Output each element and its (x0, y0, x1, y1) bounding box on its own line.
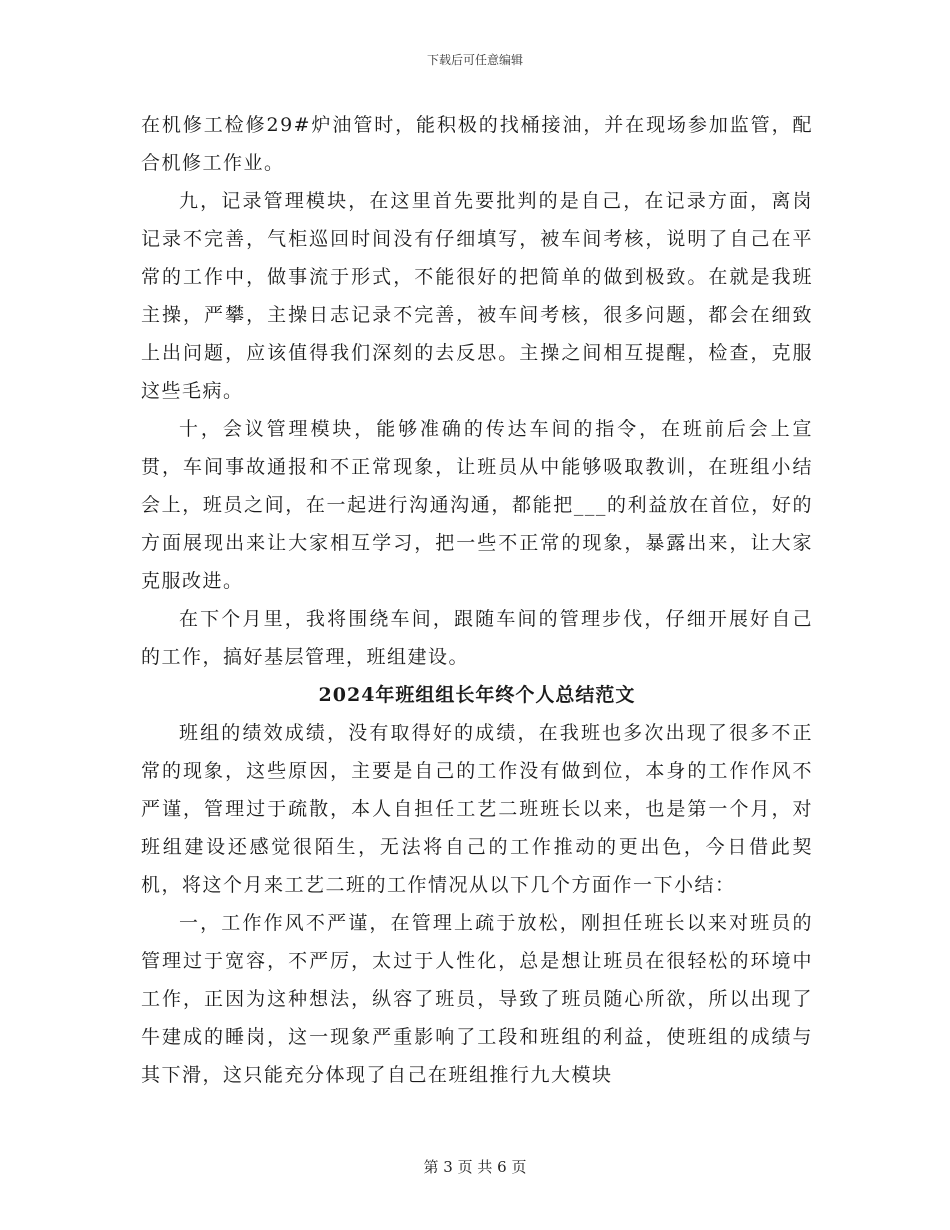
document-body (141, 106, 813, 1094)
page-number: 第 3 页 共 6 页 (423, 1158, 527, 1176)
page-header: 下载后可任意编辑 (426, 53, 523, 67)
paragraph-work-style: 一，工作作风不严谨，在管理上疏于放松，刚担任班长以来对班员的管理过于宽容，不严厉，太过于人性化，总是想让班员在很轻松的环境中工作，正因为这种想法，纵容了班员，导致了班员随心所欲，所以出现了牛建成的睡岗，这一现象严重影响了工段和班组的利益，使班组的成绩与其下滑，这只能充分体现了自己在班组推行九大模块 (141, 912, 813, 1086)
paragraph-next-month-plan: 在下个月里，我将围绕车间，跟随车间的管理步伐，仔细开展好自己的工作，搞好基层管理，班组建设。 (141, 608, 813, 668)
paragraph-continued: 在机修工检修29#炉油管时，能积极的找桶接油，并在现场参加监管，配合机修工作业。 (141, 114, 813, 174)
paragraph-intro: 班组的绩效成绩，没有取得好的成绩，在我班也多次出现了很多不正常的现象，这些原因，主要是自己的工作没有做到位，本身的工作作风不严谨，管理过于疏散，本人自担任工艺二班班长以来，也是第一个月，对班组建设还感觉很陌生，无法将自己的工作推动的更出色，今日借此契机，将这个月来工艺二班的工作情况从以下几个方面作一下小结： (141, 722, 813, 896)
paragraph-record-management: 九，记录管理模块，在这里首先要批判的是自己，在记录方面，离岗记录不完善，气柜巡回时间没有仔细填写，被车间考核，说明了自己在平常的工作中，做事流于形式，不能很好的把简单的做到极致。在就是我班主操，严攀，主操日志记录不完善，被车间考核，很多问题，都会在细致上出问题，应该值得我们深刻的去反思。主操之间相互提醒，检查，克服这些毛病。 (141, 190, 813, 402)
section-title: 2024年班组组长年终个人总结范文 (318, 684, 636, 706)
paragraph-meeting-management: 十，会议管理模块，能够准确的传达车间的指令，在班前后会上宣贯，车间事故通报和不正常现象，让班员从中能够吸取教训，在班组小结会上，班员之间，在一起进行沟通沟通，都能把___的利益放在首位，好的方面展现出来让大家相互学习，把一些不正常的现象，暴露出来，让大家克服改进。 (141, 418, 813, 592)
